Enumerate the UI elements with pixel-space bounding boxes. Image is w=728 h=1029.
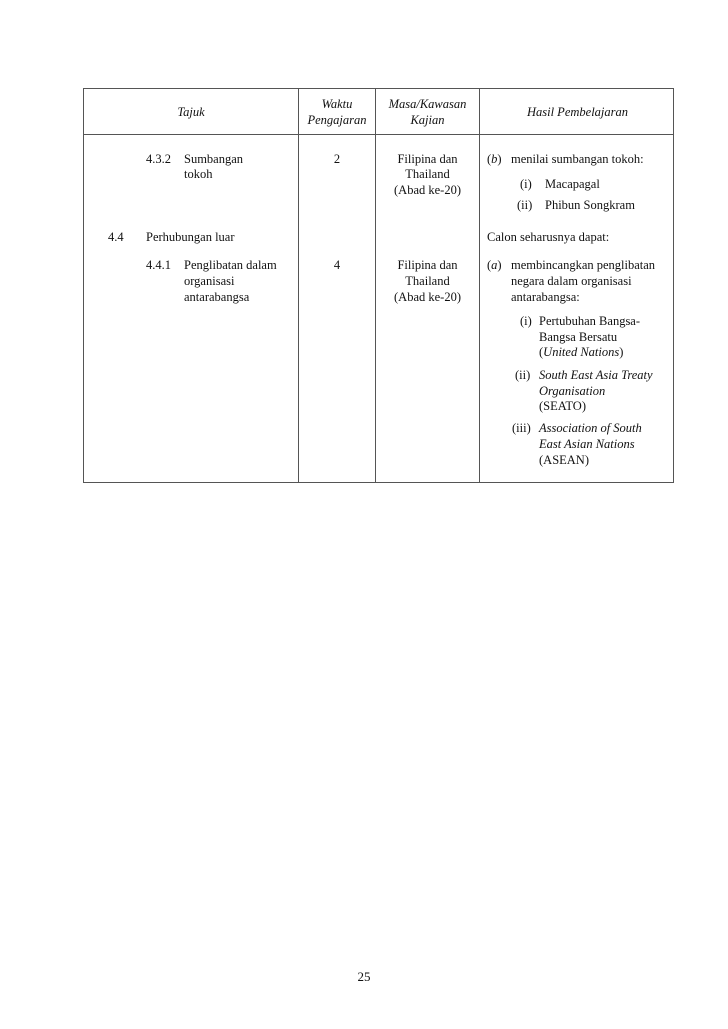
- topic-title: Perhubungan luar: [146, 230, 235, 244]
- outcome-marker: (a): [487, 258, 502, 272]
- sub-item-text: Bangsa Bersatu: [539, 330, 618, 344]
- topic-number: 4.4.1: [146, 258, 171, 272]
- header-waktu: Waktu: [321, 97, 353, 111]
- topic-title: organisasi: [184, 274, 235, 288]
- topic-title: tokoh: [184, 167, 213, 181]
- region-period: Filipina dan: [397, 152, 458, 166]
- sub-item-text: South East Asia Treaty: [539, 368, 653, 382]
- sub-item-number: (iii): [512, 421, 531, 435]
- sub-item-text: Association of South: [539, 421, 642, 435]
- topic-title: antarabangsa: [184, 290, 250, 304]
- header-waktu-2: Pengajaran: [307, 113, 367, 127]
- topic-number: 4.3.2: [146, 152, 171, 166]
- outcome-marker-letter: a: [491, 258, 498, 272]
- region-period: Thailand: [405, 274, 450, 288]
- topic-title: Sumbangan: [184, 152, 244, 166]
- outcome-marker: (b): [487, 152, 502, 166]
- header-masa: Masa/Kawasan: [388, 97, 467, 111]
- outcome-text: negara dalam organisasi: [511, 274, 632, 288]
- sub-item-text: Phibun Songkram: [545, 198, 635, 212]
- topic-title: Penglibatan dalam: [184, 258, 277, 272]
- sub-item-text: East Asian Nations: [539, 437, 635, 451]
- teaching-time: 4: [333, 258, 341, 272]
- sub-item-number: (ii): [517, 198, 533, 212]
- outcome-text: menilai sumbangan tokoh:: [511, 152, 644, 166]
- outcome-intro: Calon seharusnya dapat:: [487, 230, 610, 244]
- outcome-marker-letter: b: [491, 152, 498, 166]
- header-divider: [84, 134, 673, 135]
- topic-number: 4.4: [108, 230, 124, 244]
- region-period: (Abad ke-20): [394, 290, 461, 304]
- header-masa-2: Kajian: [410, 113, 445, 127]
- header-tajuk: Tajuk: [177, 105, 205, 119]
- teaching-time: 2: [333, 152, 341, 166]
- sub-item-text: (ASEAN): [539, 453, 589, 467]
- page-number: 25: [357, 969, 371, 984]
- outcome-text: membincangkan penglibatan: [511, 258, 656, 272]
- column-divider: [479, 89, 480, 482]
- sub-item-italic: United Nations: [543, 345, 620, 359]
- sub-item-number: (i): [520, 314, 532, 328]
- sub-item-number: (i): [520, 177, 532, 191]
- column-divider: [298, 89, 299, 482]
- outcome-text: antarabangsa:: [511, 290, 580, 304]
- sub-item-text: Macapagal: [545, 177, 600, 191]
- region-period: Filipina dan: [397, 258, 458, 272]
- header-hasil: Hasil Pembelajaran: [526, 105, 629, 119]
- region-period: Thailand: [405, 167, 450, 181]
- sub-item-text: (United Nations): [539, 345, 624, 359]
- sub-item-text: Pertubuhan Bangsa-: [539, 314, 641, 328]
- syllabus-table: [83, 88, 674, 483]
- region-period: (Abad ke-20): [394, 183, 461, 197]
- sub-item-text: (SEATO): [539, 399, 586, 413]
- sub-item-number: (ii): [515, 368, 531, 382]
- sub-item-text: Organisation: [539, 384, 606, 398]
